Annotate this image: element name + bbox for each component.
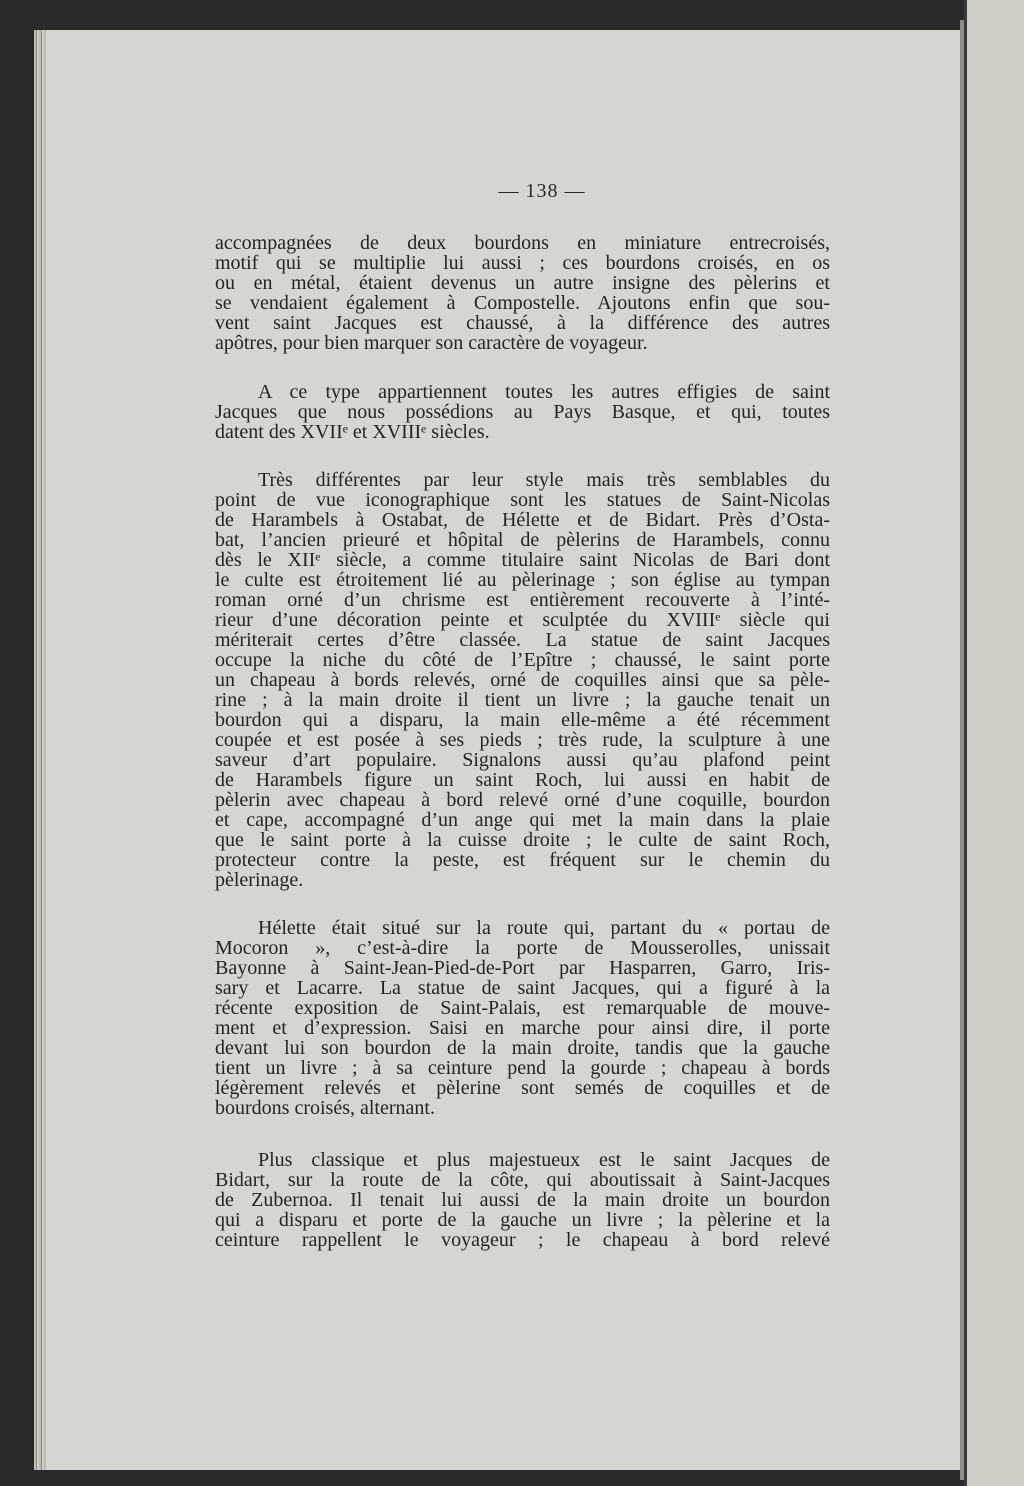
text-line: ou en métal, étaient devenus un autre insigne des pèlerins et bbox=[215, 272, 830, 294]
text-line: coupée et est posée à ses pieds ; très rude, la sculpture à une bbox=[215, 729, 830, 751]
text-line: légèrement relevés et pèlerine sont semés de coquilles et de bbox=[215, 1077, 830, 1099]
text-line: Mocoron », c’est-à-dire la porte de Mousserolles, unissait bbox=[215, 937, 830, 959]
text-line: devant lui son bourdon de la main droite, tandis que la gauche bbox=[215, 1037, 830, 1059]
text-line: A ce type appartiennent toutes les autres effigies de saint bbox=[258, 381, 830, 403]
text-line: un chapeau à bords relevés, orné de coquilles ainsi que sa pèle- bbox=[215, 669, 830, 691]
text-line: Bidart, sur la route de la côte, qui aboutissait à Saint-Jacques bbox=[215, 1169, 830, 1191]
text-line: point de vue iconographique sont les statues de Saint-Nicolas bbox=[215, 489, 830, 511]
page-number: — 138 — bbox=[498, 180, 586, 202]
book-binding bbox=[34, 30, 46, 1470]
text-line: que le saint porte à la cuisse droite ; le culte de saint Roch, bbox=[215, 829, 830, 851]
text-line: rine ; à la main droite il tient un livre ; la gauche tenait un bbox=[215, 689, 830, 711]
text-line: ment et d’expression. Saisi en marche pour ainsi dire, il porte bbox=[215, 1017, 830, 1039]
text-line: tient un livre ; à sa ceinture pend la gourde ; chapeau à bords bbox=[215, 1057, 830, 1079]
text-line: datent des XVIIᵉ et XVIIIᵉ siècles. bbox=[215, 421, 490, 443]
text-line: occupe la niche du côté de l’Epître ; chaussé, le saint porte bbox=[215, 649, 830, 671]
text-line: pèlerinage. bbox=[215, 869, 304, 891]
facing-page bbox=[964, 0, 1024, 1486]
text-line: roman orné d’un chrisme est entièrement recouverte à l’inté- bbox=[215, 589, 830, 611]
text-line: motif qui se multiplie lui aussi ; ces bourdons croisés, en os bbox=[215, 252, 830, 274]
text-line: sary et Lacarre. La statue de saint Jacques, qui a figuré à la bbox=[215, 977, 830, 999]
text-line: apôtres, pour bien marquer son caractère de voyageur. bbox=[215, 332, 648, 354]
text-line: Jacques que nous possédions au Pays Basque, et qui, toutes bbox=[215, 401, 830, 423]
text-line: Hélette était situé sur la route qui, partant du « portau de bbox=[258, 917, 830, 939]
text-line: ceinture rappellent le voyageur ; le chapeau à bord relevé bbox=[215, 1229, 830, 1251]
text-line: protecteur contre la peste, est fréquent sur le chemin du bbox=[215, 849, 830, 871]
text-line: de Zubernoa. Il tenait lui aussi de la main droite un bourdon bbox=[215, 1189, 830, 1211]
text-line: Bayonne à Saint-Jean-Pied-de-Port par Hasparren, Garro, Iris- bbox=[215, 957, 830, 979]
text-line: et cape, accompagné d’un ange qui met la main dans la plaie bbox=[215, 809, 830, 831]
text-line: Très différentes par leur style mais très semblables du bbox=[258, 469, 830, 491]
text-line: récente exposition de Saint-Palais, est remarquable de mouve- bbox=[215, 997, 830, 1019]
text-line: mériterait certes d’être classée. La statue de saint Jacques bbox=[215, 629, 830, 651]
text-line: qui a disparu et porte de la gauche un livre ; la pèlerine et la bbox=[215, 1209, 830, 1231]
text-line: bourdons croisés, alternant. bbox=[215, 1097, 435, 1119]
text-line: bat, l’ancien prieuré et hôpital de pèlerins de Harambels, connu bbox=[215, 529, 830, 551]
text-line: rieur d’une décoration peinte et sculptée du XVIIIᵉ siècle qui bbox=[215, 609, 830, 631]
text-line: pèlerin avec chapeau à bord relevé orné d’une coquille, bourdon bbox=[215, 789, 830, 811]
text-line: se vendaient également à Compostelle. Ajoutons enfin que sou- bbox=[215, 292, 830, 314]
text-line: bourdon qui a disparu, la main elle-même a été récemment bbox=[215, 709, 830, 731]
text-line: saveur d’art populaire. Signalons aussi qu’au plafond peint bbox=[215, 749, 830, 771]
text-line: vent saint Jacques est chaussé, à la différence des autres bbox=[215, 312, 830, 334]
text-line: Plus classique et plus majestueux est le saint Jacques de bbox=[258, 1149, 830, 1171]
text-line: accompagnées de deux bourdons en miniature entrecroisés, bbox=[215, 232, 830, 254]
text-line: dès le XIIᵉ siècle, a comme titulaire saint Nicolas de Bari dont bbox=[215, 549, 830, 571]
text-line: le culte est étroitement lié au pèlerinage ; son église au tympan bbox=[215, 569, 830, 591]
text-line: de Harambels figure un saint Roch, lui aussi en habit de bbox=[215, 769, 830, 791]
text-line: de Harambels à Ostabat, de Hélette et de Bidart. Près d’Osta- bbox=[215, 509, 830, 531]
